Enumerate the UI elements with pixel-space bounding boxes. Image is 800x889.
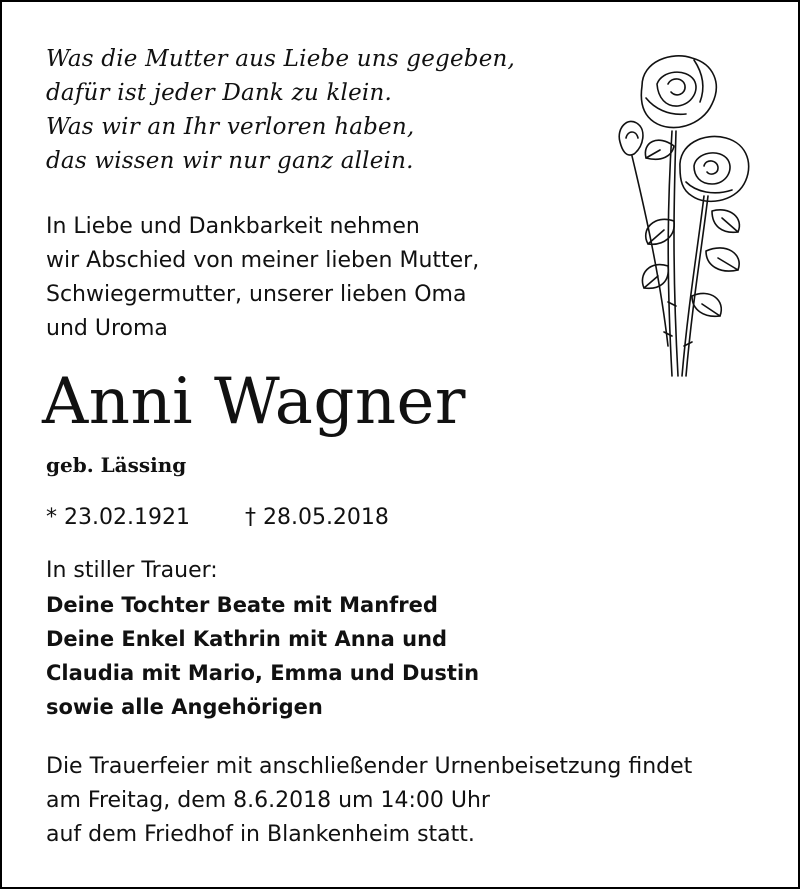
mourners-list (46, 588, 479, 724)
intro-line: Schwiegermutter, unserer lieben Oma (46, 282, 467, 307)
poem-line: Was die Mutter aus Liebe uns gegeben, (46, 46, 516, 72)
intro-line: In Liebe und Dankbarkeit nehmen (46, 214, 420, 239)
poem-line: Was wir an Ihr verloren haben, (46, 114, 415, 140)
ceremony-line: auf dem Friedhof in Blankenheim statt. (46, 822, 475, 847)
mourner-line: Claudia mit Mario, Emma und Dustin (46, 661, 480, 685)
intro-line: und Uroma (46, 316, 168, 341)
maiden-name: geb. Lässing (46, 453, 187, 477)
intro-line: wir Abschied von meiner lieben Mutter, (46, 248, 480, 273)
mourner-line: Deine Enkel Kathrin mit Anna und (46, 627, 448, 651)
life-dates (46, 502, 389, 534)
mourner-line: sowie alle Angehörigen (46, 695, 323, 719)
ceremony-info (46, 750, 692, 852)
mourner-line: Deine Tochter Beate mit Manfred (46, 593, 438, 617)
intro-text (46, 210, 479, 346)
birth-date: * 23.02.1921 (46, 505, 190, 530)
poem-line: dafür ist jeder Dank zu klein. (46, 80, 393, 106)
death-date: † 28.05.2018 (244, 505, 389, 530)
poem-line: das wissen wir nur ganz allein. (46, 148, 414, 174)
deceased-name: Anni Wagner (42, 365, 466, 439)
ceremony-line: am Freitag, dem 8.6.2018 um 14:00 Uhr (46, 788, 490, 813)
mourners-label: In stiller Trauer: (46, 558, 218, 583)
roses-icon (602, 46, 762, 386)
ceremony-line: Die Trauerfeier mit anschließender Urnenbeisetzung findet (46, 754, 693, 779)
poem (46, 42, 515, 178)
